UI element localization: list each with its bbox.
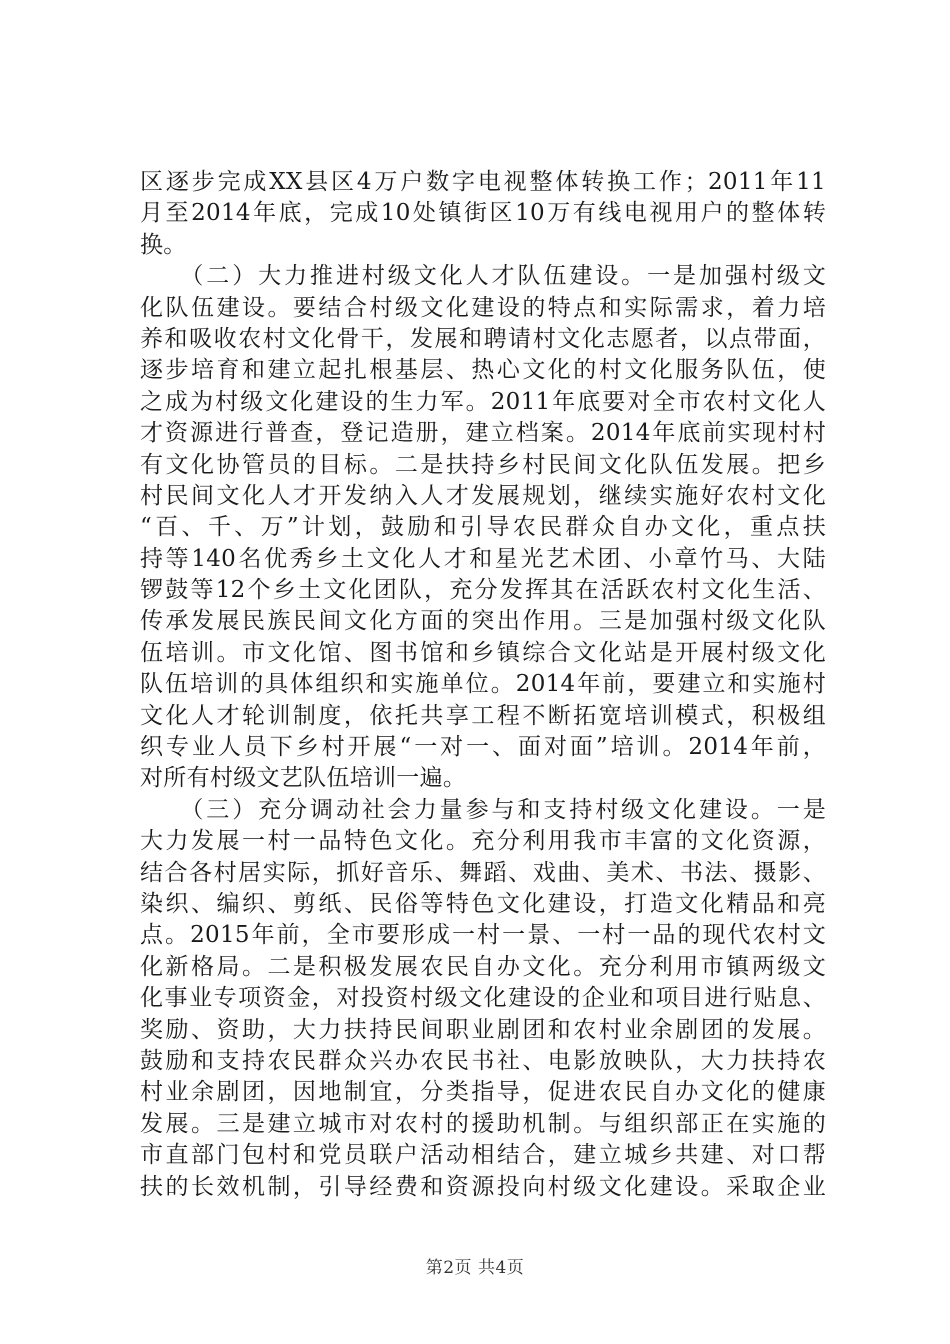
text-line: （二）大力推进村级文化人才队伍建设。一是加强村级文	[140, 263, 826, 290]
text-line: 市直部门包村和党员联户活动相结合，建立城乡共建、对口帮	[140, 1142, 826, 1169]
page-footer: 第2页 共4页	[425, 1258, 525, 1278]
text-line: 才资源进行普查，登记造册，建立档案。2014年底前实现村村	[140, 420, 826, 447]
text-line: “百、千、万”计划，鼓励和引导农民群众自办文化，重点扶	[140, 514, 826, 541]
text-line: 化新格局。二是积极发展农民自办文化。充分利用市镇两级文	[140, 953, 826, 980]
text-line: 传承发展民族民间文化方面的突出作用。三是加强村级文化队	[140, 608, 826, 635]
text-line: 换。	[140, 231, 187, 258]
text-line: 村民间文化人才开发纳入人才发展规划，继续实施好农村文化	[140, 482, 826, 509]
text-line: 伍培训。市文化馆、图书馆和乡镇综合文化站是开展村级文化	[140, 639, 826, 666]
text-line: 奖励、资助，大力扶持民间职业剧团和农村业余剧团的发展。	[140, 1016, 826, 1043]
text-line: 化队伍建设。要结合村级文化建设的特点和实际需求，着力培	[140, 294, 826, 321]
text-line: 对所有村级文艺队伍培训一遍。	[140, 765, 467, 792]
text-line: 结合各村居实际，抓好音乐、舞蹈、戏曲、美术、书法、摄影、	[140, 859, 826, 886]
text-line: 有文化协管员的目标。二是扶持乡村民间文化队伍发展。把乡	[140, 451, 826, 478]
text-line: 区逐步完成XX县区4万户数字电视整体转换工作；2011年11	[140, 169, 826, 195]
text-line: 逐步培育和建立起扎根基层、热心文化的村文化服务队伍，使	[140, 357, 826, 384]
text-line: 养和吸收农村文化骨干，发展和聘请村文化志愿者，以点带面，	[140, 325, 826, 352]
text-line: 发展。三是建立城市对农村的援助机制。与组织部正在实施的	[140, 1110, 826, 1137]
text-line: 文化人才轮训制度，依托共享工程不断拓宽培训模式，积极组	[140, 702, 826, 729]
text-line: 持等140名优秀乡土文化人才和星光艺术团、小章竹马、大陆	[140, 545, 826, 572]
text-line: 染织、编织、剪纸、民俗等特色文化建设，打造文化精品和亮	[140, 890, 826, 917]
text-line: 扶的长效机制，引导经费和资源投向村级文化建设。采取企业	[140, 1173, 826, 1200]
text-line: 月至2014年底，完成10处镇街区10万有线电视用户的整体转	[140, 200, 826, 227]
text-line: 大力发展一村一品特色文化。充分利用我市丰富的文化资源，	[140, 828, 826, 855]
document-body	[140, 167, 826, 1203]
text-line: 鼓励和支持农民群众兴办农民书社、电影放映队，大力扶持农	[140, 1047, 826, 1074]
text-line: 化事业专项资金，对投资村级文化建设的企业和项目进行贴息、	[140, 985, 826, 1012]
text-line: 之成为村级文化建设的生力军。2011年底要对全市农村文化人	[140, 388, 826, 415]
text-line: 村业余剧团，因地制宜，分类指导，促进农民自办文化的健康	[140, 1079, 826, 1106]
text-line: 织专业人员下乡村开展“一对一、面对面”培训。2014年前，	[140, 734, 826, 761]
text-line: （三）充分调动社会力量参与和支持村级文化建设。一是	[140, 796, 826, 823]
text-line: 锣鼓等12个乡土文化团队，充分发挥其在活跃农村文化生活、	[140, 577, 826, 604]
text-line: 队伍培训的具体组织和实施单位。2014年前，要建立和实施村	[140, 671, 826, 698]
text-line: 点。2015年前，全市要形成一村一景、一村一品的现代农村文	[140, 922, 826, 949]
